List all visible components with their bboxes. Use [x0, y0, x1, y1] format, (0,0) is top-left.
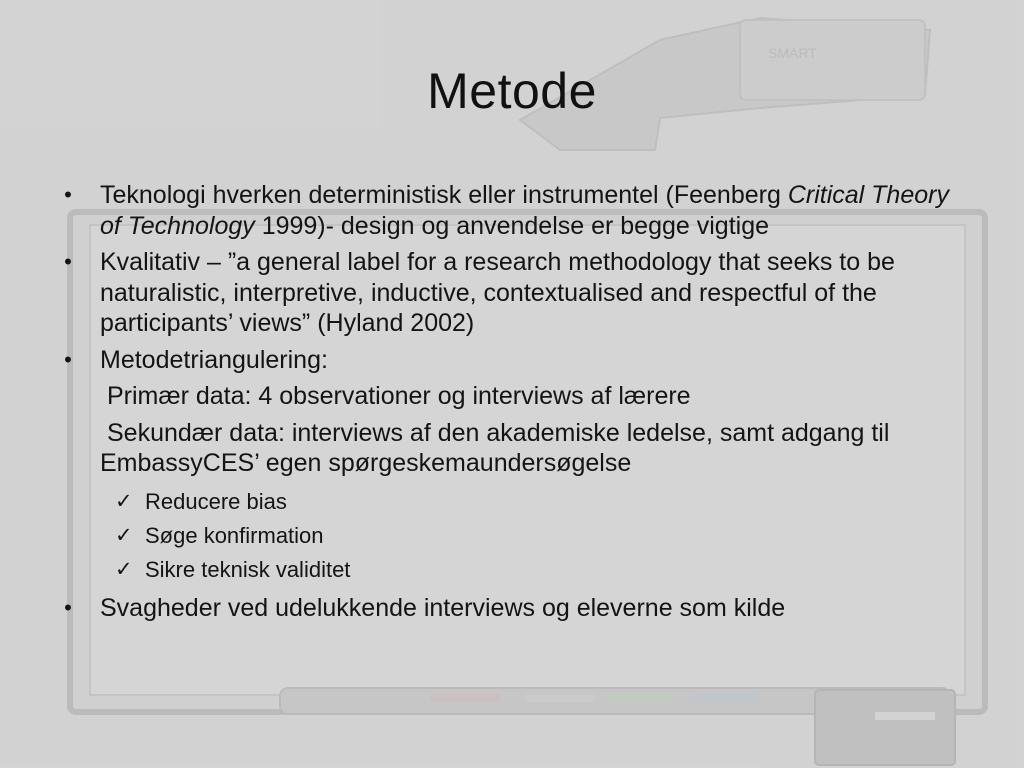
- checkmark-icon: ✓: [115, 489, 133, 513]
- bullet-text: Teknologi hverken deterministisk eller instrumentel (Feenberg: [100, 181, 788, 209]
- checkmark-icon: ✓: [115, 523, 133, 547]
- check-text: Reducere bias: [145, 488, 287, 514]
- slide-content: [58, 180, 968, 629]
- sub-line: [58, 418, 968, 479]
- bullet-text: Metodetriangulering:: [100, 345, 328, 374]
- check-item: [58, 485, 968, 519]
- bullet-text: Svagheder ved udelukkende interviews og eleverne som kilde: [100, 593, 786, 622]
- checkmark-icon: ✓: [115, 557, 133, 581]
- bullet-text: Kvalitativ – ”a general label for a research methodology that seeks to be naturalistic, interpretive, inductive, contextualised and respectful of the participants’ views” (Hyland 2002): [100, 248, 895, 337]
- bullet-item: [58, 247, 968, 339]
- bullet-item: [58, 345, 968, 376]
- check-text: Søge konfirmation: [145, 522, 324, 548]
- bullet-icon: •: [64, 346, 72, 372]
- bullet-text-cont: 1999)- design og anvendelse er begge vigtige: [254, 211, 770, 240]
- book-title: Critical Theory of Technology: [100, 181, 949, 240]
- bullet-item: [58, 180, 968, 241]
- check-item: [58, 553, 968, 587]
- bullet-item: [58, 593, 968, 624]
- check-item: [58, 519, 968, 553]
- sub-line: [58, 381, 968, 412]
- sub-line-text: Primær data: 4 observationer og interviews af lærere: [107, 382, 691, 410]
- check-text: Sikre teknisk validitet: [145, 556, 351, 582]
- bullet-icon: •: [64, 249, 72, 274]
- bullet-icon: •: [64, 594, 72, 620]
- slide-title: Metode: [427, 63, 597, 119]
- sub-line-text: Sekundær data: interviews af den akademiske ledelse, samt adgang til EmbassyCES’ egen spørgeskemaundersøgelse: [100, 418, 890, 477]
- bullet-icon: •: [64, 182, 72, 207]
